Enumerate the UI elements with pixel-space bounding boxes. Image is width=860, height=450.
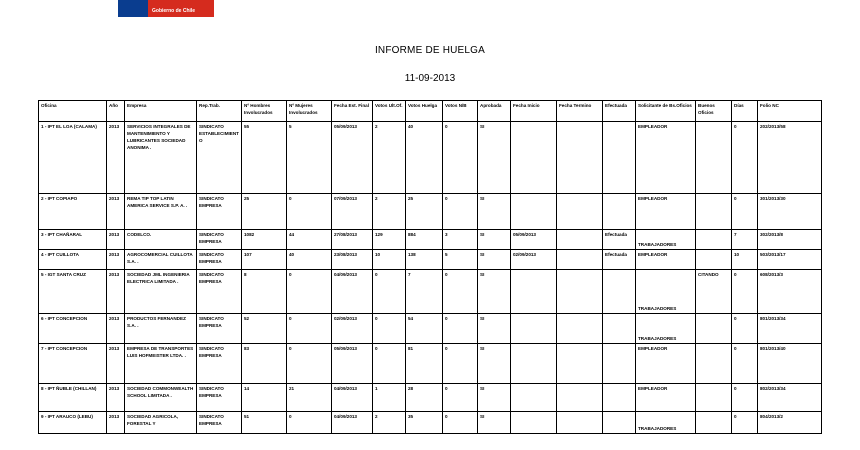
table-cell: [511, 314, 557, 344]
column-header: Nº Mujeres Involucrados: [287, 101, 332, 122]
table-cell: 6 - IPT CONCEPCION: [39, 314, 107, 344]
table-cell: SINDICATO EMPRESA: [197, 270, 242, 314]
table-cell: TRABAJADORES: [636, 412, 696, 434]
table-cell: [696, 412, 732, 434]
table-cell: 804/2013/2: [758, 412, 822, 434]
table-cell: SI: [478, 344, 511, 384]
table-cell: SERVICIOS INTEGRALES DE MANTENIMIENTO Y LUBRICANTES SOCIEDAD ANONIMA .: [125, 122, 197, 194]
table-cell: 0: [732, 344, 758, 384]
table-cell: 23/08/2013: [332, 250, 373, 270]
table-cell: 54: [406, 314, 443, 344]
table-cell: SINDICATO EMPRESA: [197, 384, 242, 412]
table-cell: TRABAJADORES: [636, 230, 696, 250]
table-cell: 8: [242, 270, 287, 314]
table-cell: 35: [406, 412, 443, 434]
table-cell: 3 - IPT CHAÑARAL: [39, 230, 107, 250]
table-row: [39, 230, 822, 250]
table-cell: 608/2013/3: [758, 270, 822, 314]
logo-text: Gobierno de Chile: [148, 0, 214, 17]
table-cell: 05/09/2013: [511, 230, 557, 250]
table-cell: 25: [242, 194, 287, 230]
table-cell: 0: [373, 314, 406, 344]
table-cell: EMPLEADOR: [636, 344, 696, 384]
table-cell: EMPRESA DE TRANSPORTES LUIS HOFMEISTER LTDA. .: [125, 344, 197, 384]
table-cell: 2: [373, 122, 406, 194]
table-cell: SI: [478, 412, 511, 434]
table-cell: 0: [443, 384, 478, 412]
table-cell: 0: [732, 270, 758, 314]
table-row: [39, 412, 822, 434]
table-cell: 1082: [242, 230, 287, 250]
table-cell: EMPLEADOR: [636, 122, 696, 194]
table-cell: [603, 384, 636, 412]
table-cell: 2013: [107, 194, 125, 230]
table-cell: [557, 384, 603, 412]
table-cell: 0: [373, 270, 406, 314]
table-cell: SOCIEDAD COMMONWEALTH SCHOOL LIMITADA .: [125, 384, 197, 412]
table-cell: 10: [373, 250, 406, 270]
table-cell: 21: [287, 384, 332, 412]
table-cell: [557, 270, 603, 314]
table-cell: SI: [478, 384, 511, 412]
table-cell: SINDICATO EMPRESA: [197, 230, 242, 250]
table-cell: 202/2013/58: [758, 122, 822, 194]
table-cell: CITANDO: [696, 270, 732, 314]
column-header: Fecha Termino: [557, 101, 603, 122]
table-cell: 2013: [107, 384, 125, 412]
strike-report-table: [38, 100, 822, 434]
table-cell: 2: [373, 412, 406, 434]
table-row: [39, 194, 822, 230]
table-cell: [696, 194, 732, 230]
table-cell: SINDICATO EMPRESA: [197, 250, 242, 270]
table-cell: 05/09/2013: [332, 344, 373, 384]
table-cell: 27/08/2013: [332, 230, 373, 250]
table-cell: 2013: [107, 344, 125, 384]
table-cell: EMPLEADOR: [636, 384, 696, 412]
table-cell: [603, 314, 636, 344]
column-header: Folio NC: [758, 101, 822, 122]
table-cell: 0: [732, 412, 758, 434]
table-cell: CODELCO.: [125, 230, 197, 250]
table-cell: 05/09/2013: [332, 122, 373, 194]
table-row: [39, 250, 822, 270]
report-date: 11-09-2013: [404, 73, 456, 84]
table-cell: 02/09/2013: [511, 250, 557, 270]
table-cell: 7: [732, 230, 758, 250]
table-cell: [557, 412, 603, 434]
table-cell: 2013: [107, 250, 125, 270]
column-header: Año: [107, 101, 125, 122]
table-cell: 802/2013/34: [758, 384, 822, 412]
table-cell: [696, 250, 732, 270]
column-header: Votos Huelga: [406, 101, 443, 122]
table-cell: 0: [443, 194, 478, 230]
table-cell: [557, 344, 603, 384]
table-cell: 5 - IGT SANTA CRUZ: [39, 270, 107, 314]
table-cell: 0: [443, 122, 478, 194]
table-cell: 129: [373, 230, 406, 250]
column-header: Votos Ult.Of.: [373, 101, 406, 122]
table-cell: SINDICATO EMPRESA: [197, 194, 242, 230]
table-cell: [557, 194, 603, 230]
table-cell: 0: [443, 344, 478, 384]
table-cell: [603, 194, 636, 230]
column-header: Rep.Trab.: [197, 101, 242, 122]
table-cell: 0: [443, 412, 478, 434]
table-cell: 2 - IPT COPIAPO: [39, 194, 107, 230]
table-cell: 04/09/2013: [332, 384, 373, 412]
table-row: [39, 122, 822, 194]
table-cell: SOCIEDAD AGRICOLA, FORESTAL Y: [125, 412, 197, 434]
table-cell: 4 - IPT CUILLOTA: [39, 250, 107, 270]
table-cell: [557, 314, 603, 344]
table-cell: SINDICATO ESTABLECIMIENTO: [197, 122, 242, 194]
column-header: Oficina: [39, 101, 107, 122]
table-cell: 0: [732, 384, 758, 412]
table-cell: 02/09/2013: [332, 314, 373, 344]
table-cell: 2013: [107, 314, 125, 344]
table-row: [39, 344, 822, 384]
table-cell: [511, 412, 557, 434]
table-cell: 5: [443, 250, 478, 270]
table-cell: 2: [373, 194, 406, 230]
table-cell: 8 - IPT ÑUBLE (CHILLAN): [39, 384, 107, 412]
table-cell: [511, 384, 557, 412]
table-cell: 44: [287, 230, 332, 250]
column-header: Nº Hombres Involucrados: [242, 101, 287, 122]
column-header: Fecha Inicio: [511, 101, 557, 122]
table-cell: REMA TIP TOP LATIN AMERICA SERVICE S.P. A. .: [125, 194, 197, 230]
table-cell: Efectuada: [603, 250, 636, 270]
table-cell: AGROCOMERCIAL CUILLOTA S.A. .: [125, 250, 197, 270]
report-title: INFORME DE HUELGA: [374, 45, 486, 56]
table-cell: 04/09/2013: [332, 270, 373, 314]
table-row: [39, 314, 822, 344]
table-cell: 0: [373, 344, 406, 384]
table-cell: TRABAJADORES: [636, 314, 696, 344]
table-cell: 83: [242, 344, 287, 384]
logo-blue-block: [118, 0, 148, 17]
table-cell: 302/2013/8: [758, 230, 822, 250]
table-cell: 138: [406, 250, 443, 270]
table-cell: [696, 230, 732, 250]
table-cell: 14: [242, 384, 287, 412]
table-cell: [603, 122, 636, 194]
table-cell: 0: [287, 270, 332, 314]
table-cell: PRODUCTOS FERNANDEZ S.A. .: [125, 314, 197, 344]
table-cell: SINDICATO EMPRESA: [197, 314, 242, 344]
table-cell: 7 - IPT CONCEPCION: [39, 344, 107, 384]
column-header: Fecha Est. Final: [332, 101, 373, 122]
column-header: Efectuada: [603, 101, 636, 122]
gobierno-logo: [118, 0, 214, 17]
column-header: Aprobada: [478, 101, 511, 122]
table-cell: 55: [242, 122, 287, 194]
table-cell: [557, 122, 603, 194]
table-cell: [696, 344, 732, 384]
table-cell: 1 - IPT EL LOA (CALAMA): [39, 122, 107, 194]
table-cell: 7: [406, 270, 443, 314]
table-cell: Efectuada: [603, 230, 636, 250]
table-cell: [511, 122, 557, 194]
table-cell: 0: [287, 194, 332, 230]
table-cell: [511, 344, 557, 384]
table-cell: SOCIEDAD JML INGENIERIA ELECTRICA LIMITADA .: [125, 270, 197, 314]
table-cell: [696, 384, 732, 412]
table-row: [39, 384, 822, 412]
table-cell: 2013: [107, 270, 125, 314]
table-cell: 40: [287, 250, 332, 270]
table-cell: 2013: [107, 122, 125, 194]
table-cell: 2013: [107, 230, 125, 250]
table-cell: SINDICATO EMPRESA: [197, 344, 242, 384]
table-cell: 503/2013/17: [758, 250, 822, 270]
table-cell: TRABAJADORES: [636, 270, 696, 314]
table-cell: [511, 270, 557, 314]
table-cell: 9 - IPT ARAUCO (LEBU): [39, 412, 107, 434]
table-cell: 51: [242, 412, 287, 434]
table-cell: 52: [242, 314, 287, 344]
table-cell: [696, 122, 732, 194]
table-cell: SI: [478, 230, 511, 250]
column-header: Días: [732, 101, 758, 122]
table-row: [39, 270, 822, 314]
table-cell: 2013: [107, 412, 125, 434]
table-cell: 1: [373, 384, 406, 412]
table-cell: [557, 250, 603, 270]
table-cell: 884: [406, 230, 443, 250]
table-cell: SI: [478, 314, 511, 344]
table-cell: 40: [406, 122, 443, 194]
table-cell: 0: [287, 412, 332, 434]
table-cell: SI: [478, 194, 511, 230]
column-header: Buenos Oficios: [696, 101, 732, 122]
table-cell: 25: [406, 194, 443, 230]
table-cell: [696, 314, 732, 344]
table-cell: 07/09/2013: [332, 194, 373, 230]
column-header: Empresa: [125, 101, 197, 122]
table-cell: SINDICATO EMPRESA: [197, 412, 242, 434]
table-cell: 10: [732, 250, 758, 270]
table-cell: SI: [478, 250, 511, 270]
table-cell: EMPLEADOR: [636, 250, 696, 270]
table-cell: 801/2013/34: [758, 314, 822, 344]
table-cell: [511, 194, 557, 230]
table-cell: SI: [478, 270, 511, 314]
table-body: [39, 122, 822, 434]
table-cell: 0: [732, 122, 758, 194]
table-cell: 3: [443, 230, 478, 250]
column-header: Solicitante de Bs.Oficios: [636, 101, 696, 122]
table-cell: 0: [443, 270, 478, 314]
table-cell: 0: [732, 314, 758, 344]
table-cell: SI: [478, 122, 511, 194]
table-cell: [557, 230, 603, 250]
table-cell: EMPLEADOR: [636, 194, 696, 230]
table-cell: 81: [406, 344, 443, 384]
table-cell: 301/2013/30: [758, 194, 822, 230]
table-cell: 0: [732, 194, 758, 230]
table-cell: 107: [242, 250, 287, 270]
table-cell: 5: [287, 122, 332, 194]
table-cell: [603, 412, 636, 434]
table-cell: 28: [406, 384, 443, 412]
table-cell: [603, 344, 636, 384]
table-cell: 0: [287, 314, 332, 344]
column-header: Votos N/B: [443, 101, 478, 122]
table-cell: 04/09/2013: [332, 412, 373, 434]
table-cell: [603, 270, 636, 314]
table-cell: 0: [443, 314, 478, 344]
table-cell: 801/2013/40: [758, 344, 822, 384]
table-header-row: [39, 101, 822, 122]
table-cell: 0: [287, 344, 332, 384]
